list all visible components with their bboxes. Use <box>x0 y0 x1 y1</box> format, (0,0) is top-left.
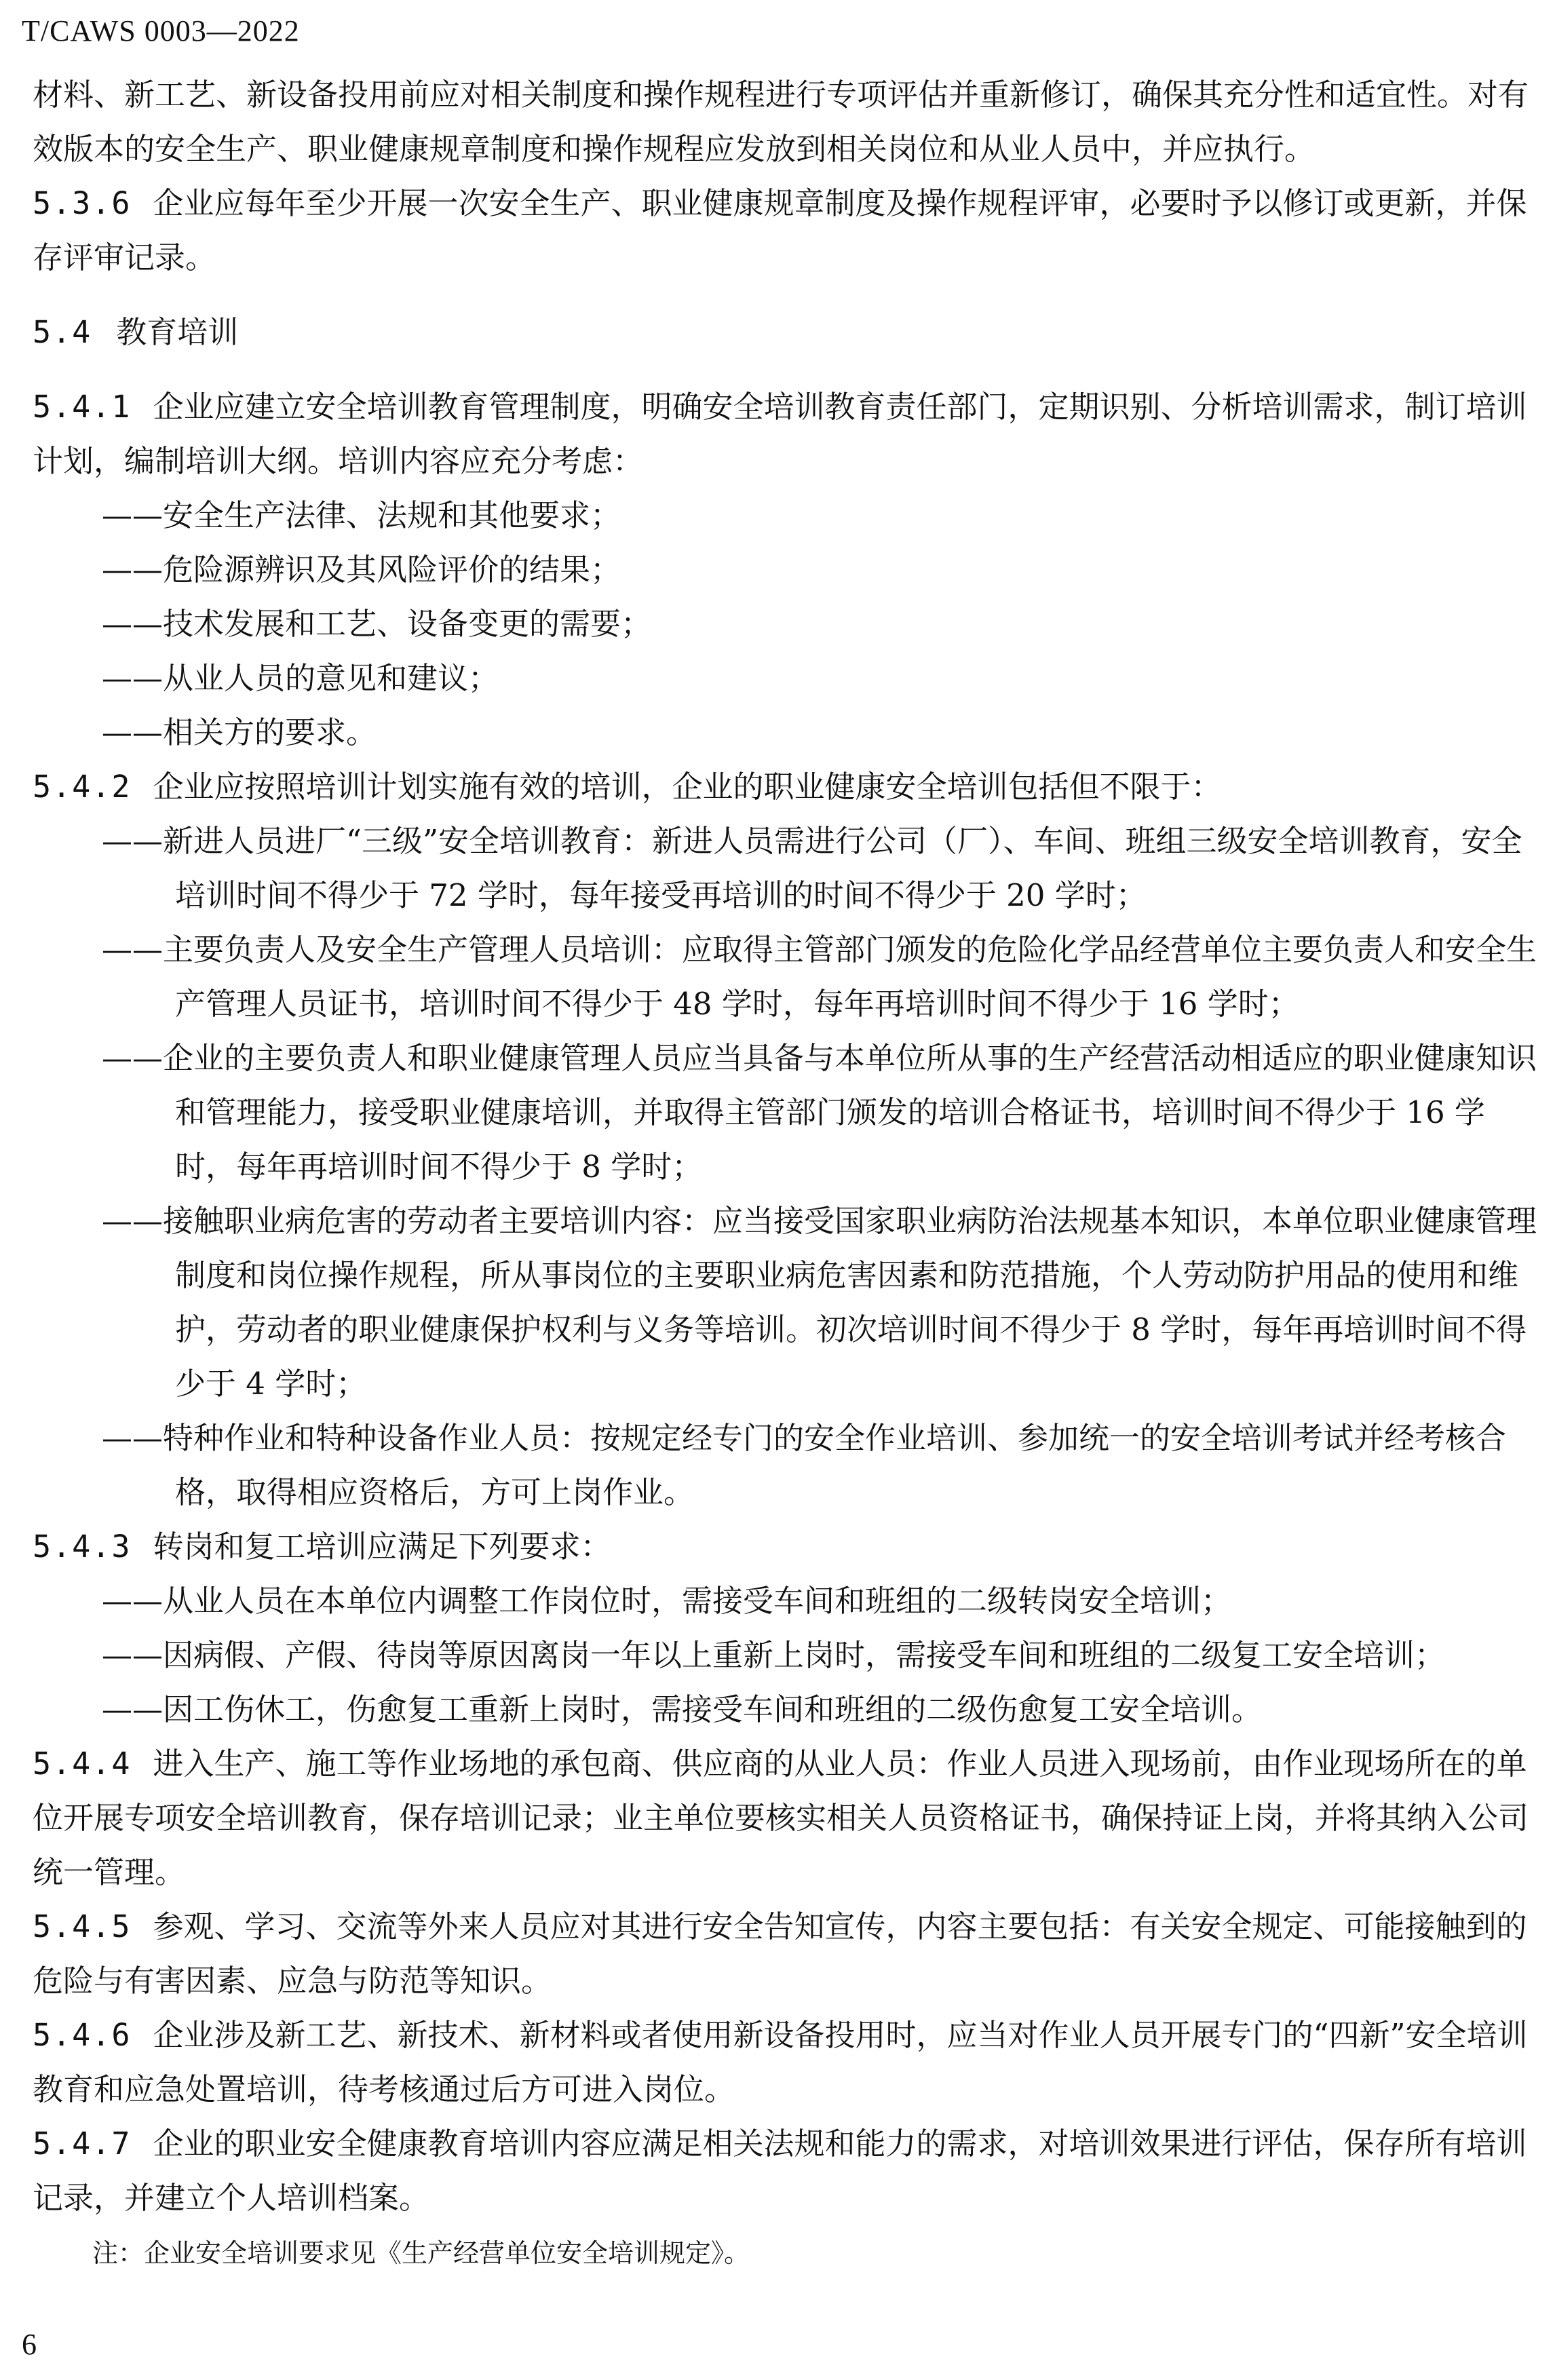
clause-5-4-1 <box>33 380 1539 488</box>
clause-5-4-6 <box>33 2008 1539 2117</box>
list-item: ——接触职业病危害的劳动者主要培训内容：应当接受国家职业病防治法规基本知识，本单位职业健康管理制度和岗位操作规程，所从事岗位的主要职业病危害因素和防范措施，个人劳动防护用品的使用和维护，劳动者的职业健康保护权利与义务等培训。初次培训时间不得少于 8 学时，每年再培训时间不得少于 4 学时； <box>102 1203 1537 1402</box>
intro-paragraph: 材料、新工艺、新设备投用前应对相关制度和操作规程进行专项评估并重新修订，确保其充分性和适宜性。对有效版本的安全生产、职业健康规章制度和操作规程应发放到相关岗位和从业人员中，并应执行。 <box>33 77 1529 167</box>
section-number: 5.4 <box>33 314 92 350</box>
clause-text: 参观、学习、交流等外来人员应对其进行安全告知宣传，内容主要包括：有关安全规定、可能接触到的危险与有害因素、应急与防范等知识。 <box>33 1908 1527 1999</box>
list-item: ——相关方的要求。 <box>102 714 377 750</box>
list-item: ——危险源辨识及其风险评价的结果； <box>102 552 621 588</box>
page-body <box>33 68 1539 2278</box>
list-item: ——从业人员的意见和建议； <box>102 660 499 696</box>
clause-5-3-6 <box>33 176 1539 285</box>
clause-text: 企业应建立安全培训教育管理制度，明确安全培训教育责任部门，定期识别、分析培训需求，制订培训计划，编制培训大纲。培训内容应充分考虑： <box>33 389 1527 479</box>
clause-number: 5.4.3 <box>33 1529 132 1565</box>
list-item: ——特种作业和特种设备作业人员：按规定经专门的安全作业培训、参加统一的安全培训考试并经考核合格，取得相应资格后，方可上岗作业。 <box>102 1420 1507 1510</box>
list-item: ——新进人员进厂“三级”安全培训教育：新进人员需进行公司（厂）、车间、班组三级安全培训教育，安全培训时间不得少于 72 学时，每年接受再培训的时间不得少于 20 学时； <box>102 823 1522 913</box>
list-item: ——技术发展和工艺、设备变更的需要； <box>102 606 652 642</box>
section-title: 教育培训 <box>116 314 239 350</box>
list-item: ——因病假、产假、待岗等原因离岗一年以上重新上岗时，需接受车间和班组的二级复工安全培训； <box>102 1637 1446 1673</box>
clause-number: 5.3.6 <box>33 185 132 221</box>
note: 注：企业安全培训要求见《生产经营单位安全培训规定》。 <box>92 2238 750 2268</box>
section-heading-5-4 <box>33 305 1539 360</box>
clause-text: 企业的职业安全健康教育培训内容应满足相关法规和能力的需求，对培训效果进行评估，保存所有培训记录，并建立个人培训档案。 <box>33 2126 1527 2216</box>
clause-5-4-4 <box>33 1737 1539 1900</box>
clause-5-4-3 <box>33 1520 1539 1574</box>
document-id: T/CAWS 0003—2022 <box>22 14 300 47</box>
clause-text: 进入生产、施工等作业场地的承包商、供应商的从业人员：作业人员进入现场前，由作业现场所在的单位开展专项安全培训教育，保存培训记录；业主单位要核实相关人员资格证书，确保持证上岗，并将其纳入公司统一管理。 <box>33 1746 1529 1890</box>
list-item: ——企业的主要负责人和职业健康管理人员应当具备与本单位所从事的生产经营活动相适应的职业健康知识和管理能力，接受职业健康培训，并取得主管部门颁发的培训合格证书，培训时间不得少于 16 学时，每年再培训时间不得少于 8 学时； <box>102 1040 1537 1185</box>
clause-number: 5.4.7 <box>33 2126 132 2162</box>
clause-number: 5.4.4 <box>33 1746 132 1782</box>
clause-text: 企业应按照培训计划实施有效的培训，企业的职业健康安全培训包括但不限于： <box>153 769 1222 805</box>
list-item: ——安全生产法律、法规和其他要求； <box>102 497 621 533</box>
list-item: ——因工伤休工，伤愈复工重新上岗时，需接受车间和班组的二级伤愈复工安全培训。 <box>102 1691 1263 1727</box>
clause-number: 5.4.1 <box>33 389 132 425</box>
list-item: ——从业人员在本单位内调整工作岗位时，需接受车间和班组的二级转岗安全培训； <box>102 1583 1232 1619</box>
clause-5-4-5 <box>33 1900 1539 2008</box>
clause-number: 5.4.5 <box>33 1908 132 1944</box>
page-number: 6 <box>22 2328 37 2361</box>
list-item: ——主要负责人及安全生产管理人员培训：应取得主管部门颁发的危险化学品经营单位主要负责人和安全生产管理人员证书，培训时间不得少于 48 学时，每年再培训时间不得少于 16 学时； <box>102 932 1537 1022</box>
clause-number: 5.4.2 <box>33 769 132 805</box>
clause-text: 企业涉及新工艺、新技术、新材料或者使用新设备投用时，应当对作业人员开展专门的“四新”安全培训教育和应急处置培训，待考核通过后方可进入岗位。 <box>33 2017 1528 2107</box>
clause-5-4-7 <box>33 2117 1539 2225</box>
clause-text: 转岗和复工培训应满足下列要求： <box>153 1529 611 1565</box>
clause-number: 5.4.6 <box>33 2017 132 2053</box>
clause-5-4-2 <box>33 760 1539 814</box>
clause-text: 企业应每年至少开展一次安全生产、职业健康规章制度及操作规程评审，必要时予以修订或更新，并保存评审记录。 <box>33 185 1527 275</box>
